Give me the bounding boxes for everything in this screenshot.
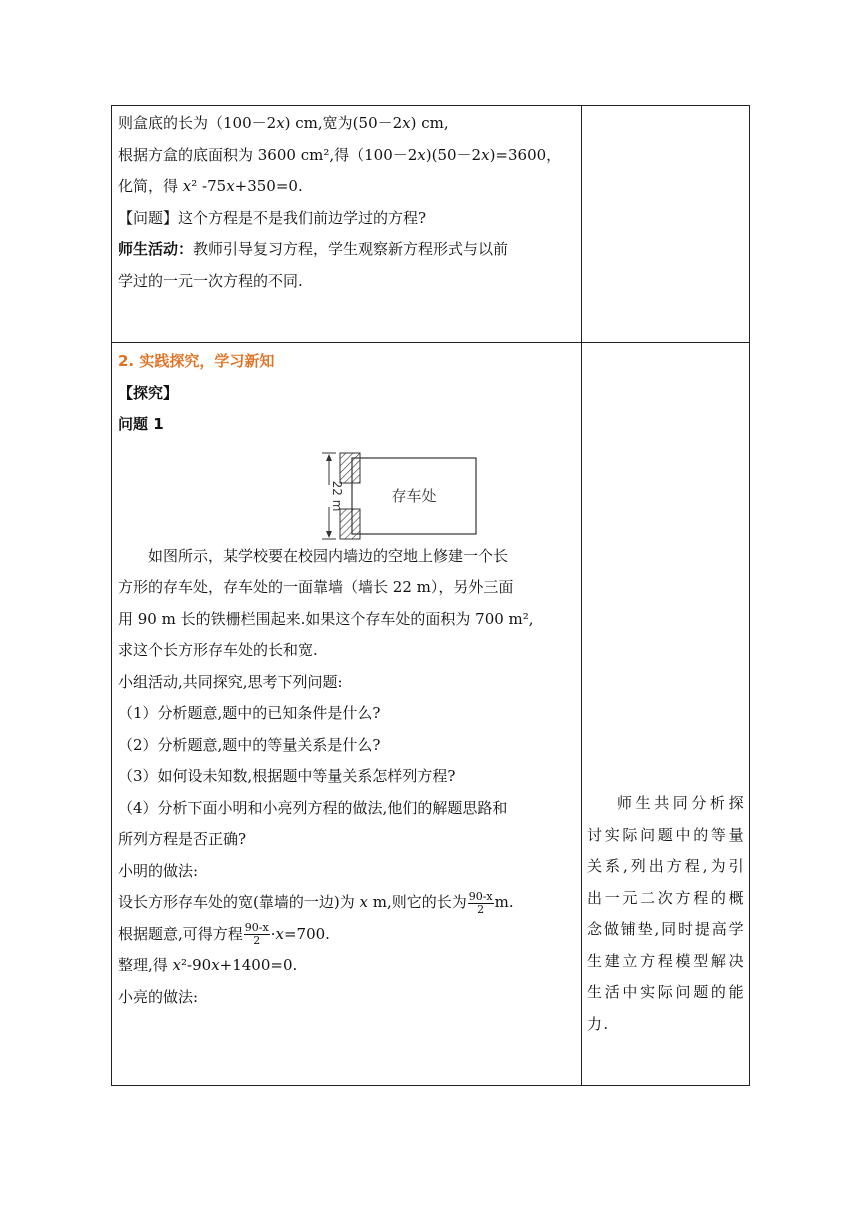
question-line: 【问题】这个方程是不是我们前边学过的方程? (118, 208, 427, 227)
parking-diagram-svg (304, 445, 494, 541)
section-1-content (118, 108, 576, 297)
problem-label: 问题 1 (118, 415, 164, 433)
parking-label: 存车处 (391, 486, 437, 505)
xiaoming-label: 小明的做法: (118, 861, 199, 880)
question-item: （1）分析题意,题中的已知条件是什么? (118, 704, 381, 722)
section-heading: 2. 实践探究，学习新知 (118, 352, 275, 370)
activity-line-2: 学过的一元一次方程的不同. (118, 271, 303, 290)
row-divider (112, 342, 749, 343)
arrow-down (326, 531, 332, 538)
question-item: （2）分析题意,题中的等量关系是什么? (118, 735, 381, 754)
problem-text: 方形的存车处，存车处的一面靠墙（墙长 22 m），另外三面 (118, 578, 514, 596)
arrow-up (326, 454, 332, 461)
question-item-cont: 所列方程是否正确? (118, 830, 247, 848)
wall-lower (340, 509, 360, 539)
parking-diagram (118, 441, 576, 541)
activity-label: 师生活动： (118, 240, 194, 258)
dim-label: 22 m (330, 480, 344, 511)
xiaoliang-label: 小亮的做法: (118, 987, 199, 1006)
question-item: （4）分析下面小明和小亮列方程的做法,他们的解题思路和 (118, 798, 508, 817)
fraction: $\frac{90-x}{2}$ (468, 889, 493, 916)
problem-text: 求这个长方形存车处的长和宽. (118, 641, 318, 659)
xiaoming-equation: 根据题意,可得方程 $\frac{90-x}{2}$ ·x=700. (118, 921, 330, 947)
activity-line: 师生活动：教师引导复习方程，学生观察新方程形式与以前 (118, 240, 509, 258)
problem-text: 用 90 m 长的铁栅栏围起来.如果这个存车处的面积为 700 m², (118, 609, 534, 628)
fraction: $\frac{90-x}{2}$ (244, 921, 269, 947)
xiaoming-setup: 设长方形存车处的宽(靠墙的一边)为 x m,则它的长为 $\frac{90-x}{2}$ m. (118, 889, 514, 916)
lesson-table (111, 105, 750, 1086)
explore-label: 【探究】 (118, 383, 179, 402)
column-divider (581, 106, 582, 1085)
problem-text: 如图所示，某学校要在校园内墙边的空地上修建一个长 (148, 546, 509, 565)
section-2-content (118, 346, 576, 1013)
side-note (587, 788, 745, 1040)
xiaoming-simplified: 整理,得 x²-90x+1400=0. (118, 956, 298, 974)
question-item: （3）如何设未知数,根据题中等量关系怎样列方程? (118, 767, 456, 785)
text-line: 则盒底的长为（100－2x) cm,宽为(50－2x) cm, (118, 114, 449, 132)
group-activity: 小组活动,共同探究,思考下列问题: (118, 672, 343, 691)
wall-upper (340, 453, 360, 483)
text-line: 化简，得 x² -75x+350=0. (118, 177, 303, 195)
side-note-text: 师生共同分析探讨实际问题中的等量关系,列出方程,为引出一元二次方程的概念做铺垫,同时提高学生建立方程模型解决生活中实际问题的能力. (587, 794, 745, 1033)
text-line: 根据方盒的底面积为 3600 cm²,得（100－2x)(50－2x)=3600， (118, 145, 562, 164)
